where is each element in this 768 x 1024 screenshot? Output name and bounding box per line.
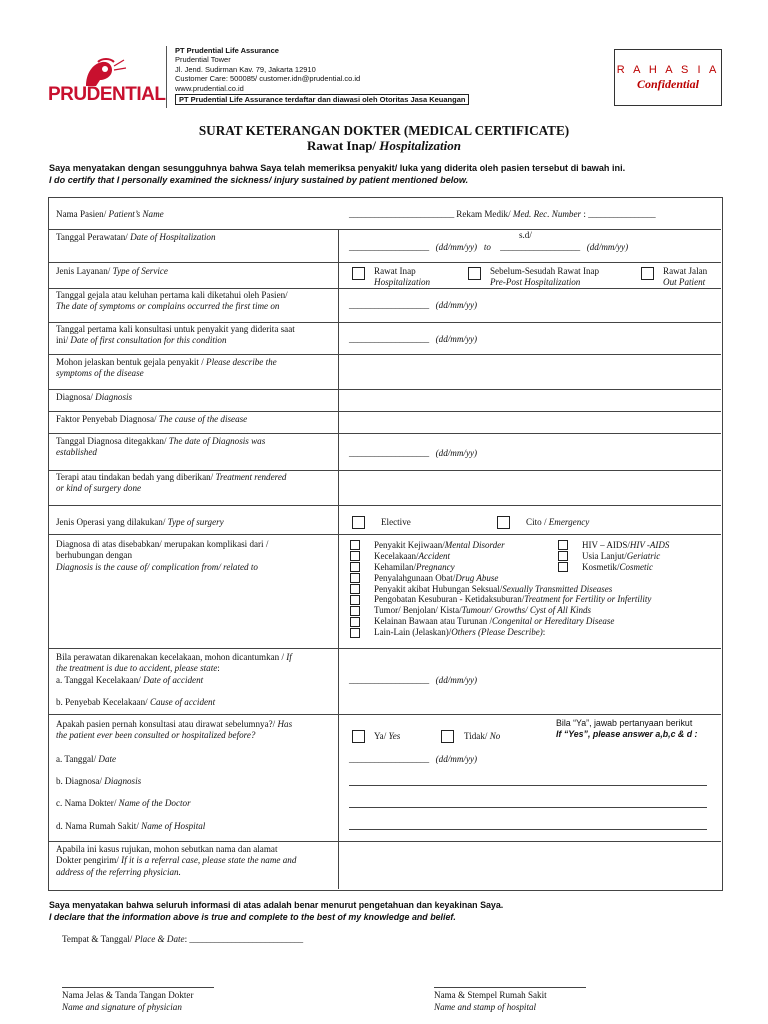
complication-option bbox=[350, 616, 615, 627]
complication-checkbox[interactable] bbox=[350, 584, 360, 594]
prior-yes-checkbox[interactable] bbox=[352, 730, 365, 743]
declaration-id: Saya menyatakan bahwa seluruh informasi di atas adalah benar menurut pengetahuan dan keyakinan Saya. bbox=[49, 900, 504, 910]
complication-right-option-id: Kosmetik/ bbox=[582, 561, 620, 572]
cause-field[interactable] bbox=[339, 412, 721, 432]
confidential-id: R A H A S I A bbox=[616, 64, 720, 76]
complication-option-en: Treatment for Fertility or Infertility bbox=[524, 594, 652, 605]
complication-option bbox=[350, 551, 550, 562]
complication-right-checkbox[interactable] bbox=[558, 551, 568, 561]
complication-option bbox=[350, 583, 613, 595]
surgery-label: Jenis Operasi yang dilakukan/ Type of surgery bbox=[56, 517, 224, 527]
declaration bbox=[49, 900, 503, 923]
signature-line-hospital[interactable] bbox=[434, 987, 586, 988]
prior-date-label: a. Tanggal/ Date bbox=[56, 754, 117, 764]
complication-option bbox=[350, 540, 550, 551]
complication-option bbox=[350, 562, 550, 573]
service-inpatient-label: Rawat Inap Hospitalization bbox=[374, 266, 431, 288]
surgery-emergency-label: Cito / Emergency bbox=[526, 517, 590, 527]
prior-no-checkbox[interactable] bbox=[441, 730, 454, 743]
complication-option-en: Others (Please Describe) bbox=[451, 627, 543, 638]
complication-option bbox=[350, 573, 550, 584]
complication-checkbox[interactable] bbox=[350, 617, 360, 627]
complication-option-suffix: : bbox=[542, 627, 546, 638]
complication-right-checkbox[interactable] bbox=[558, 562, 568, 572]
complication-option bbox=[350, 605, 591, 616]
complication-option bbox=[350, 627, 550, 638]
complication-option-en: Drug Abuse bbox=[455, 572, 499, 583]
hosp-date-field[interactable]: ___________________ (dd/mm/yy) to ___________________ (dd/mm/yy) bbox=[349, 242, 629, 252]
patient-name-field[interactable]: _________________________ Rekam Medik/ Med. Rec. Number : ________________ bbox=[349, 209, 656, 219]
company-care: Customer Care: 500085/ customer.idn@prudential.co.id bbox=[175, 74, 361, 84]
consult-date-label: Tanggal pertama kali konsultasi untuk penyakit yang diderita saat ini/ Date of first consultation for this condition bbox=[56, 324, 295, 346]
company-regulator: PT Prudential Life Assurance terdaftar dan diawasi oleh Otoritas Jasa Keuangan bbox=[175, 94, 469, 105]
complication-checkbox[interactable] bbox=[350, 628, 360, 638]
surgery-elective-label: Elective bbox=[381, 517, 411, 527]
prior-doctor-label: c. Nama Dokter/ Name of the Doctor bbox=[56, 798, 191, 808]
complication-right-option-en: HIV -AIDS bbox=[629, 540, 670, 550]
referral-label: Apabila ini kasus rujukan, mohon sebutkan nama dan alamat Dokter pengirim/ If it is a referral case, please state the name and address of the referring physician. bbox=[56, 844, 297, 877]
place-date-field[interactable]: Tempat & Tanggal/ Place & Date: ___________________________ bbox=[62, 934, 303, 944]
complication-option-id: Penyakit Kejiwaan/ bbox=[374, 540, 445, 550]
complication-option-id: Kehamilan/ bbox=[374, 561, 416, 572]
therapy-label: Terapi atau tindakan bedah yang diberikan/ Treatment rendered or kind of surgery done bbox=[56, 472, 287, 494]
therapy-field[interactable] bbox=[339, 471, 721, 504]
complication-right-option bbox=[558, 562, 720, 573]
complication-checkbox[interactable] bbox=[350, 540, 360, 550]
symptom-date-field[interactable]: ___________________ (dd/mm/yy) bbox=[349, 300, 478, 310]
prior-consult-label: Apakah pasien pernah konsultasi atau dirawat sebelumnya?/ Has the patient ever been consulted or hospitalized before? bbox=[56, 719, 293, 741]
signature-physician: Nama Jelas & Tanda Tangan Dokter Name and signature of physician bbox=[62, 990, 194, 1012]
prior-diagnosis-label: b. Diagnosa/ Diagnosis bbox=[56, 776, 142, 786]
complication-option-id: Lain-Lain (Jelaskan)/ bbox=[374, 627, 452, 638]
complication-option-en: Congenital or Hereditary Disease bbox=[491, 616, 615, 627]
hosp-date-sd: s.d/ bbox=[519, 230, 532, 240]
describe-symptoms-field[interactable] bbox=[339, 355, 721, 388]
complication-checkbox[interactable] bbox=[350, 573, 360, 583]
complication-option-en: Accident bbox=[418, 550, 450, 561]
complication-checkbox[interactable] bbox=[350, 562, 360, 572]
prior-diagnosis-field[interactable] bbox=[349, 785, 707, 786]
service-outpatient-label: Rawat Jalan Out Patient bbox=[663, 266, 708, 288]
surgery-emergency-checkbox[interactable] bbox=[497, 516, 510, 529]
logo-wordmark: PRUDENTIAL bbox=[48, 84, 166, 105]
service-prepost-checkbox[interactable] bbox=[468, 267, 481, 280]
company-address: Jl. Jend. Sudirman Kav. 79, Jakarta 12910 bbox=[175, 64, 316, 74]
diagnosis-field[interactable] bbox=[339, 390, 721, 410]
prior-hospital-field[interactable] bbox=[349, 829, 707, 830]
complication-option-en: Sexually Transmitted Diseases bbox=[502, 583, 613, 594]
accident-cause-label: b. Penyebab Kecelakaan/ Cause of accident bbox=[56, 697, 216, 707]
signature-line-physician[interactable] bbox=[62, 987, 214, 988]
intro-id: Saya menyatakan dengan sesungguhnya bahwa Saya telah memeriksa penyakit/ luka yang diderita oleh pasien tersebut di bawah ini. bbox=[49, 163, 626, 173]
complication-right-option-id: HIV – AIDS/ bbox=[582, 540, 630, 550]
service-outpatient-checkbox[interactable] bbox=[641, 267, 654, 280]
complication-right-option-en: Cosmetic bbox=[619, 561, 653, 572]
complication-option-id: Pengobatan Kesuburan - Ketidaksuburan/ bbox=[374, 594, 525, 605]
accident-label: Bila perawatan dikarenakan kecelakaan, mohon dicantumkan / If the treatment is due to accident, please state: a. Tanggal Kecelakaan/ Date of accident bbox=[56, 652, 292, 685]
referral-field[interactable] bbox=[339, 842, 721, 888]
complication-right-checkbox[interactable] bbox=[558, 540, 568, 550]
complication-option-id: Kelainan Bawaan atau Turunan / bbox=[374, 616, 492, 627]
company-building: Prudential Tower bbox=[175, 55, 231, 65]
accident-date-field[interactable]: ___________________ (dd/mm/yy) bbox=[349, 675, 478, 685]
confidential-en: Confidential bbox=[636, 77, 699, 91]
intro-statement bbox=[49, 163, 625, 186]
declaration-en: I declare that the information above is true and complete to the best of my knowledge and belief. bbox=[49, 911, 456, 922]
company-info bbox=[166, 46, 495, 108]
prior-hospital-label: d. Nama Rumah Sakit/ Name of Hospital bbox=[56, 821, 206, 831]
column-divider bbox=[338, 229, 339, 889]
page-subtitle: Rawat Inap/ Hospitalization bbox=[307, 138, 461, 153]
diagnosis-date-field[interactable]: ___________________ (dd/mm/yy) bbox=[349, 448, 478, 458]
complication-option-id: Penyalahgunaan Obat/ bbox=[374, 572, 456, 583]
patient-name-label: Nama Pasien/ Patient’s Name bbox=[56, 209, 164, 219]
complication-checkbox[interactable] bbox=[350, 551, 360, 561]
complication-right-option-en: Geriatric bbox=[626, 550, 661, 561]
prior-yes-label: Ya/ Yes bbox=[374, 731, 401, 741]
surgery-elective-checkbox[interactable] bbox=[352, 516, 365, 529]
complication-option bbox=[350, 594, 652, 605]
complication-options-right bbox=[558, 540, 720, 573]
complication-option-en: Mental Disorder bbox=[444, 540, 505, 550]
hosp-date-label: Tanggal Perawatan/ Date of Hospitalization bbox=[56, 232, 216, 242]
complication-right-option-id: Usia Lanjut/ bbox=[582, 550, 627, 561]
complication-option-en: Pregnancy bbox=[416, 561, 455, 572]
complication-option-en: Tumour/ Growths/ Cyst of All Kinds bbox=[461, 605, 591, 616]
prior-note: Bila “Ya”, jawab pertanyaan berikut If “Yes”, please answer a,b,c & d : bbox=[556, 718, 698, 740]
prior-date-field[interactable]: ___________________ (dd/mm/yy) bbox=[349, 754, 478, 764]
complication-option-id: Penyakit akibat Hubungan Seksual/ bbox=[374, 583, 503, 594]
consult-date-field[interactable]: ___________________ (dd/mm/yy) bbox=[349, 334, 478, 344]
service-prepost-label: Sebelum-Sesudah Rawat Inap Pre-Post Hospitalization bbox=[490, 266, 600, 288]
complication-right-option bbox=[558, 540, 720, 551]
service-label: Jenis Layanan/ Type of Service bbox=[56, 266, 168, 276]
company-name: PT Prudential Life Assurance bbox=[175, 46, 279, 55]
confidential-box bbox=[614, 49, 722, 106]
signature-hospital: Nama & Stempel Rumah Sakit Name and stamp of hospital bbox=[434, 990, 547, 1012]
diagnosis-date-label: Tanggal Diagnosa ditegakkan/ The date of Diagnosis was established bbox=[56, 436, 266, 458]
complication-label: Diagnosa di atas disebabkan/ merupakan komplikasi dari / berhubungan dengan Diagnosis is the cause of/ complication from/ related to bbox=[56, 539, 269, 572]
accident-cause-field[interactable] bbox=[339, 692, 721, 712]
complication-checkbox[interactable] bbox=[350, 595, 360, 605]
complication-option-id: Kecelakaan/ bbox=[374, 550, 419, 561]
cause-label: Faktor Penyebab Diagnosa/ The cause of the disease bbox=[56, 414, 248, 424]
prior-no-label: Tidak/ No bbox=[464, 731, 501, 741]
diagnosis-label: Diagnosa/ Diagnosis bbox=[56, 392, 133, 402]
page-title: SURAT KETERANGAN DOKTER (MEDICAL CERTIFICATE) bbox=[198, 123, 570, 138]
prior-doctor-field[interactable] bbox=[349, 807, 707, 808]
describe-symptoms-label: Mohon jelaskan bentuk gejala penyakit / Please describe the symptoms of the disease bbox=[56, 357, 277, 379]
complication-right-option bbox=[558, 551, 720, 562]
service-inpatient-checkbox[interactable] bbox=[352, 267, 365, 280]
company-website: www.prudential.co.id bbox=[175, 83, 244, 93]
symptom-date-label: Tanggal gejala atau keluhan pertama kali diketahui oleh Pasien/ The date of symptoms or complains occurred the first time on bbox=[56, 290, 288, 312]
intro-en: I do certify that I personally examined the sickness/ injury sustained by patient mentioned below. bbox=[49, 174, 469, 185]
complication-option-id: Tumor/ Benjolan/ Kista/ bbox=[374, 605, 462, 616]
complication-checkbox[interactable] bbox=[350, 606, 360, 616]
